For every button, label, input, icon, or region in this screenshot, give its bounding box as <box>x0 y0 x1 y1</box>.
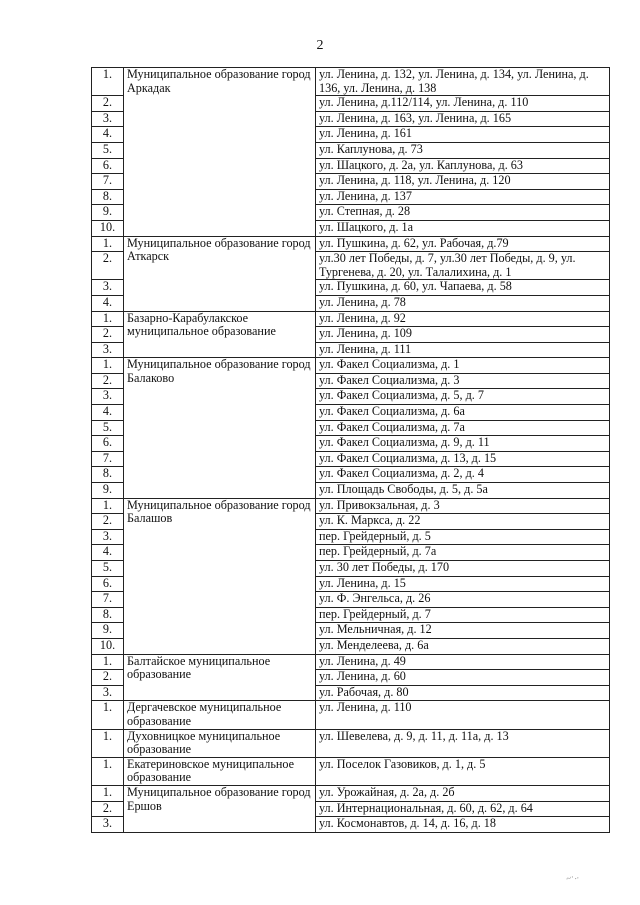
row-number: 5. <box>92 420 124 436</box>
margin-mark: ~·.. <box>564 870 580 884</box>
table-row <box>92 757 610 785</box>
row-number: 1. <box>92 68 124 96</box>
address-cell: ул. Факел Социализма, д. 5, д. 7 <box>316 389 610 405</box>
municipality-cell: Балтайское муниципальное образование <box>124 654 316 701</box>
row-number: 3. <box>92 817 124 833</box>
row-number: 1. <box>92 311 124 327</box>
address-cell: ул. К. Маркса, д. 22 <box>316 514 610 530</box>
address-cell: ул. Космонавтов, д. 14, д. 16, д. 18 <box>316 817 610 833</box>
row-number: 3. <box>92 111 124 127</box>
table-row <box>92 236 610 252</box>
address-cell: ул. Менделеева, д. 6а <box>316 638 610 654</box>
address-cell: ул. Пушкина, д. 60, ул. Чапаева, д. 58 <box>316 280 610 296</box>
address-cell: ул. Ленина, д. 118, ул. Ленина, д. 120 <box>316 174 610 190</box>
row-number: 1. <box>92 358 124 374</box>
table-row <box>92 729 610 757</box>
table-row <box>92 311 610 327</box>
row-number: 10. <box>92 638 124 654</box>
row-number: 2. <box>92 373 124 389</box>
address-cell: ул. Факел Социализма, д. 6а <box>316 405 610 421</box>
municipality-cell: Муниципальное образование город Аткарск <box>124 236 316 311</box>
table-row <box>92 68 610 96</box>
row-number: 2. <box>92 670 124 686</box>
row-number: 4. <box>92 127 124 143</box>
address-cell: ул. Факел Социализма, д. 13, д. 15 <box>316 451 610 467</box>
address-cell: ул. Ленина, д. 109 <box>316 327 610 343</box>
address-cell: ул. Каплунова, д. 73 <box>316 142 610 158</box>
table-row <box>92 358 610 374</box>
address-cell: ул. Ленина, д. 163, ул. Ленина, д. 165 <box>316 111 610 127</box>
row-number: 2. <box>92 327 124 343</box>
address-cell: ул.30 лет Победы, д. 7, ул.30 лет Победы, д. 9, ул. Тургенева, д. 20, ул. Талалихина, д. 1 <box>316 252 610 280</box>
row-number: 7. <box>92 592 124 608</box>
address-cell: пер. Грейдерный, д. 7а <box>316 545 610 561</box>
address-cell: ул. Пушкина, д. 62, ул. Рабочая, д.79 <box>316 236 610 252</box>
address-cell: ул. Рабочая, д. 80 <box>316 685 610 701</box>
address-cell: ул. Ленина, д. 111 <box>316 342 610 358</box>
address-cell: ул. Ленина, д. 110 <box>316 701 610 729</box>
row-number: 2. <box>92 514 124 530</box>
municipality-cell: Муниципальное образование город Аркадак <box>124 68 316 237</box>
row-number: 3. <box>92 342 124 358</box>
row-number: 5. <box>92 142 124 158</box>
municipality-cell: Екатериновское муниципальное образование <box>124 757 316 785</box>
municipality-cell: Муниципальное образование город Балаково <box>124 358 316 498</box>
row-number: 4. <box>92 405 124 421</box>
address-cell: пер. Грейдерный, д. 7 <box>316 607 610 623</box>
row-number: 7. <box>92 451 124 467</box>
row-number: 1. <box>92 701 124 729</box>
address-cell: ул. Степная, д. 28 <box>316 205 610 221</box>
table-row <box>92 785 610 801</box>
address-cell: ул. Интернациональная, д. 60, д. 62, д. 64 <box>316 801 610 817</box>
address-cell: ул. Мельничная, д. 12 <box>316 623 610 639</box>
row-number: 6. <box>92 158 124 174</box>
row-number: 8. <box>92 607 124 623</box>
address-cell: ул. Ленина, д. 15 <box>316 576 610 592</box>
row-number: 7. <box>92 174 124 190</box>
row-number: 8. <box>92 189 124 205</box>
row-number: 1. <box>92 236 124 252</box>
address-cell: ул. Шевелева, д. 9, д. 11, д. 11а, д. 13 <box>316 729 610 757</box>
row-number: 4. <box>92 295 124 311</box>
address-cell: ул. Ленина, д. 78 <box>316 295 610 311</box>
row-number: 6. <box>92 576 124 592</box>
row-number: 1. <box>92 785 124 801</box>
address-cell: ул. 30 лет Победы, д. 170 <box>316 561 610 577</box>
address-cell: ул. Факел Социализма, д. 7а <box>316 420 610 436</box>
address-registry-table <box>91 67 610 833</box>
address-cell: ул. Факел Социализма, д. 1 <box>316 358 610 374</box>
table-row <box>92 654 610 670</box>
row-number: 2. <box>92 801 124 817</box>
page-number: 2 <box>316 38 324 53</box>
row-number: 5. <box>92 561 124 577</box>
row-number: 1. <box>92 498 124 514</box>
address-cell: ул. Факел Социализма, д. 3 <box>316 373 610 389</box>
address-cell: пер. Грейдерный, д. 5 <box>316 529 610 545</box>
row-number: 2. <box>92 96 124 112</box>
municipality-cell: Муниципальное образование город Ершов <box>124 785 316 832</box>
municipality-cell: Муниципальное образование город Балашов <box>124 498 316 654</box>
row-number: 6. <box>92 436 124 452</box>
row-number: 9. <box>92 205 124 221</box>
address-cell: ул. Шацкого, д. 1а <box>316 220 610 236</box>
row-number: 3. <box>92 529 124 545</box>
row-number: 3. <box>92 280 124 296</box>
address-cell: ул. Площадь Свободы, д. 5, д. 5а <box>316 483 610 499</box>
address-cell: ул. Ленина, д. 92 <box>316 311 610 327</box>
row-number: 1. <box>92 654 124 670</box>
row-number: 9. <box>92 623 124 639</box>
address-cell: ул. Ленина, д. 137 <box>316 189 610 205</box>
row-number: 3. <box>92 389 124 405</box>
address-cell: ул. Привокзальная, д. 3 <box>316 498 610 514</box>
municipality-cell: Базарно-Карабулакское муниципальное образование <box>124 311 316 358</box>
address-cell: ул. Ф. Энгельса, д. 26 <box>316 592 610 608</box>
address-cell: ул. Ленина, д. 60 <box>316 670 610 686</box>
row-number: 2. <box>92 252 124 280</box>
address-cell: ул. Факел Социализма, д. 9, д. 11 <box>316 436 610 452</box>
address-cell: ул. Поселок Газовиков, д. 1, д. 5 <box>316 757 610 785</box>
row-number: 3. <box>92 685 124 701</box>
address-cell: ул. Ленина, д. 132, ул. Ленина, д. 134, ул. Ленина, д. 136, ул. Ленина, д. 138 <box>316 68 610 96</box>
row-number: 4. <box>92 545 124 561</box>
address-cell: ул. Шацкого, д. 2а, ул. Каплунова, д. 63 <box>316 158 610 174</box>
row-number: 8. <box>92 467 124 483</box>
table-row <box>92 498 610 514</box>
address-cell: ул. Ленина, д. 49 <box>316 654 610 670</box>
address-cell: ул. Факел Социализма, д. 2, д. 4 <box>316 467 610 483</box>
municipality-cell: Дергачевское муниципальное образование <box>124 701 316 729</box>
address-cell: ул. Ленина, д.112/114, ул. Ленина, д. 110 <box>316 96 610 112</box>
municipality-cell: Духовницкое муниципальное образование <box>124 729 316 757</box>
registry-body <box>92 68 610 833</box>
row-number: 9. <box>92 483 124 499</box>
row-number: 1. <box>92 757 124 785</box>
address-cell: ул. Урожайная, д. 2а, д. 2б <box>316 785 610 801</box>
row-number: 10. <box>92 220 124 236</box>
table-row <box>92 701 610 729</box>
row-number: 1. <box>92 729 124 757</box>
address-cell: ул. Ленина, д. 161 <box>316 127 610 143</box>
